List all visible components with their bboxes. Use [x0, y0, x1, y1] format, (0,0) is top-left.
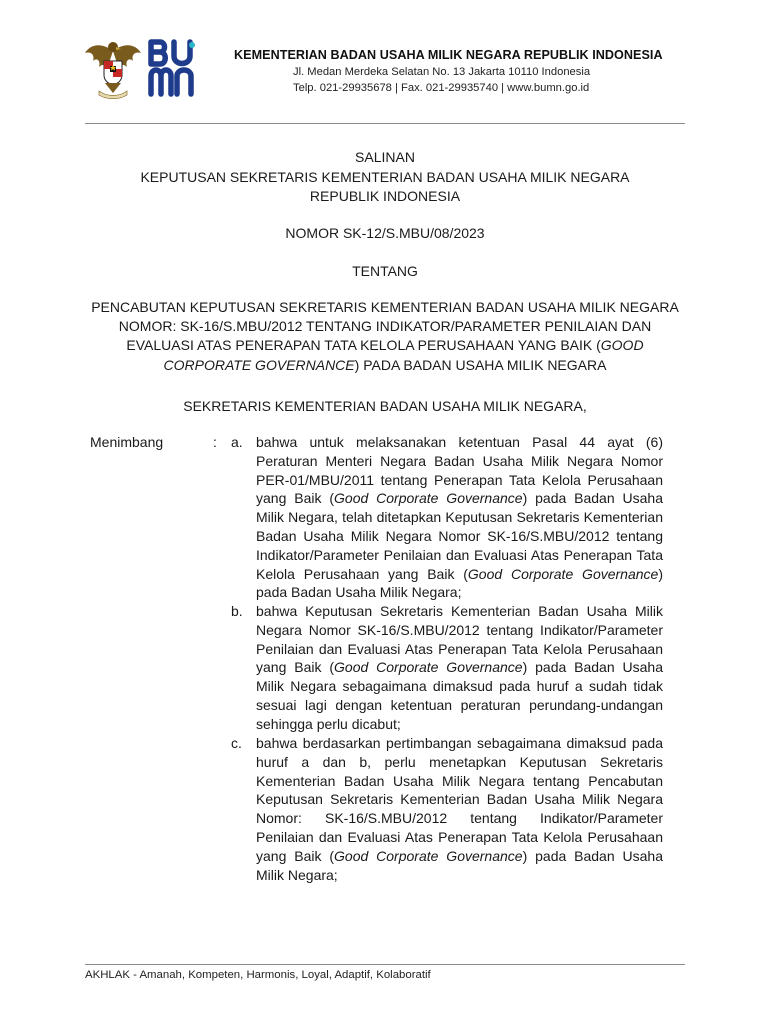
- item-c-letter: c.: [231, 735, 242, 751]
- header-divider: [85, 123, 685, 124]
- item-c-text: bahwa berdasarkan pertimbangan sebagaimana dimaksud pada huruf a dan b, perlu menetapkan Keputusan Sekretaris Kementerian Badan Usaha Milik Negara tentang Pencabutan Keputusan Sekretaris Kementerian Badan Usaha Milik Negara Nomor: SK-16/S.MBU/2012 tentang Indikator/Parameter Penilaian dan Evaluasi Atas Penerapan Tata Kelola Perusahaan yang Baik (Good Corporate Governance) pada Badan Usaha Milik Negara;: [256, 735, 663, 883]
- org-address: Jl. Medan Merdeka Selatan No. 13 Jakarta 10110 Indonesia: [293, 66, 591, 78]
- decree-subject: [60, 298, 710, 375]
- decree-title-line2: REPUBLIK INDONESIA: [309, 188, 461, 204]
- footer-divider: [85, 964, 685, 965]
- item-b-letter: b.: [231, 603, 243, 619]
- org-name: KEMENTERIAN BADAN USAHA MILIK NEGARA REPUBLIK INDONESIA: [234, 48, 663, 62]
- decree-title-line1: KEPUTUSAN SEKRETARIS KEMENTERIAN BADAN USAHA MILIK NEGARA: [140, 169, 630, 185]
- subject-line4: CORPORATE GOVERNANCE) PADA BADAN USAHA MILIK NEGARA: [163, 356, 607, 373]
- menimbang-label: Menimbang: [90, 434, 164, 450]
- letterhead: [0, 0, 768, 124]
- akhlak-footer: AKHLAK - Amanah, Kompeten, Harmonis, Loyal, Adaptif, Kolaboratif: [85, 969, 431, 981]
- sekretaris-line: SEKRETARIS KEMENTERIAN BADAN USAHA MILIK NEGARA,: [183, 398, 587, 414]
- subject-line3: EVALUASI ATAS PENERAPAN TATA KELOLA PERUSAHAAN YANG BAIK (GOOD: [126, 337, 644, 354]
- org-contact: Telp. 021-29935678 | Fax. 021-29935740 | www.bumn.go.id: [293, 82, 590, 94]
- garuda-emblem-icon: [83, 37, 143, 99]
- subject-line2: NOMOR: SK-16/S.MBU/2012 TENTANG INDIKATOR/PARAMETER PENILAIAN DAN: [118, 318, 652, 335]
- salinan-label: SALINAN: [355, 149, 415, 165]
- decree-number: NOMOR SK-12/S.MBU/08/2023: [285, 225, 485, 241]
- item-a-text: bahwa untuk melaksanakan ketentuan Pasal 44 ayat (6) Peraturan Menteri Negara Badan Usaha Milik Negara Nomor PER-01/MBU/2011 tentang Penerapan Tata Kelola Perusahaan yang Baik (Good Corporate Governance) pada Badan Usaha Milik Negara, telah ditetapkan Keputusan Sekretaris Kementerian Badan Usaha Milik Negara Nomor SK-16/S.MBU/2012 tentang Indikator/Parameter Penilaian dan Evaluasi Atas Penerapan Tata Kelola Perusahaan yang Baik (Good Corporate Governance) pada Badan Usaha Milik Negara;: [256, 434, 663, 601]
- menimbang-colon: :: [213, 434, 217, 450]
- item-b-text: bahwa Keputusan Sekretaris Kementerian Badan Usaha Milik Negara Nomor SK-16/S.MBU/2012 tentang Indikator/Parameter Penilaian dan Evaluasi Atas Penerapan Tata Kelola Perusahaan yang Baik (Good Corporate Governance) pada Badan Usaha Milik Negara sebagaimana dimaksud pada huruf a sudah tidak sesuai lagi dengan ketentuan peraturan perundang-undangan sehingga perlu dicabut;: [256, 603, 663, 732]
- subject-line1: PENCABUTAN KEPUTUSAN SEKRETARIS KEMENTERIAN BADAN USAHA MILIK NEGARA: [91, 299, 679, 315]
- bumn-logo: [147, 38, 197, 98]
- item-a-letter: a.: [231, 434, 243, 450]
- tentang-label: TENTANG: [352, 263, 418, 279]
